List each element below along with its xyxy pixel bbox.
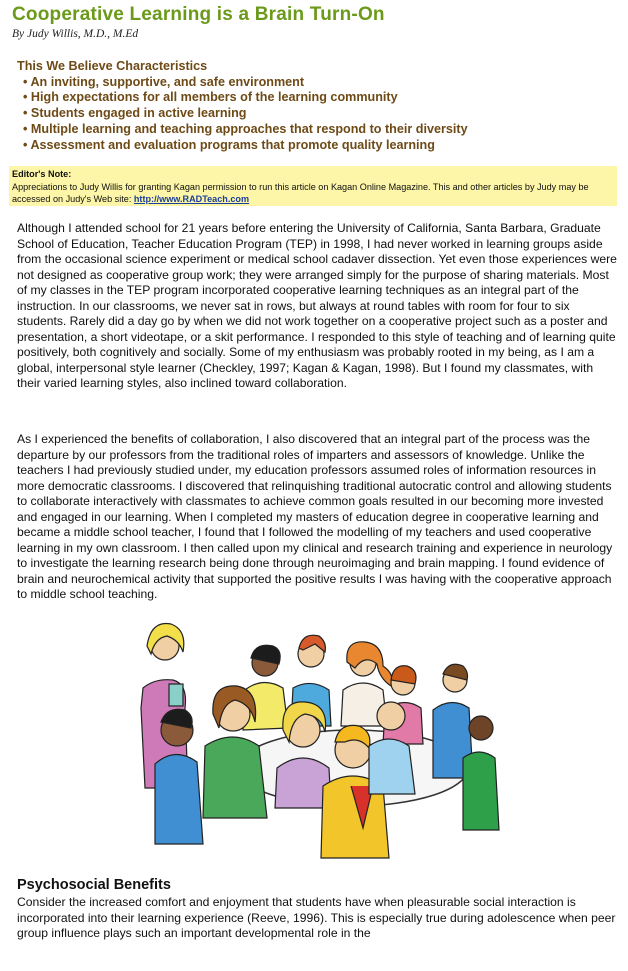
beliefs-list [17, 75, 468, 154]
body-paragraph-1: Although I attended school for 21 years before entering the University of California, Santa Barbara, Graduate School of Education, Teacher Education Program (TEP) in 1998, I had never worked in learning groups aside from the occasional science experiment or medical school cadaver dissection. Yet even those experiences were not designed as cooperative group work; they were arranged simply for the purpose of sharing materials. Most of my classes in the TEP program incorporated cooperative learning techniques as an integral part of the instruction. In our classrooms, we never sat in rows, but always at round tables with room for four to six students. Rarely did a day go by when we did not work together on a cooperative project such as a poster and presentation, a short videotape, or a skit performance. I responded to this style of teaching and of learning quite positively, both cognitively and socially. Some of my enthusiasm was probably rooted in my being, as I am a global, interpersonal style learner (Checkley, 1997; Kagan & Kagan, 1998). But I found my classmates, with their varied learning styles, also inclined toward collaboration. [17, 221, 617, 390]
section-heading: Psychosocial Benefits [17, 877, 171, 893]
beliefs-heading: This We Believe Characteristics [17, 59, 208, 73]
editor-note-heading: Editor's Note: [12, 169, 72, 179]
beliefs-item: • An inviting, supportive, and safe environment [23, 75, 468, 91]
cooperative-group-illustration [133, 618, 503, 863]
body-paragraph-3: Consider the increased comfort and enjoyment that students have when pleasurable social interaction is incorporated into their learning experience (Reeve, 1996). This is especially true during adolescence when peer group influence plays such an important developmental role in the [17, 895, 616, 940]
beliefs-item: • Multiple learning and teaching approaches that respond to their diversity [23, 122, 468, 138]
body-paragraph-2: As I experienced the benefits of collaboration, I also discovered that an integral part of the process was the departure by our professors from the traditional roles of imparters and assessors of knowledge. Unlike the teachers I had previously studied under, my education professors assumed roles of information resources in more democratic classrooms. I discovered that relinquishing traditional autocratic control and allowing students to collaborate interactively with classmates to achieve common goals resulted in our becoming more invested and engaged in our learning. When I completed my masters of education degree in cooperative learning and became a middle school teacher, I found that I followed the modelling of my teachers and used cooperative learning in my own classroom. I then called upon my clinical and research training and experience in neurology to investigate the learning research being done through neuroimaging and brain mapping. I found evidence of brain and neurochemical activity that supported the positive results I was having with the cooperative approach to middle school teaching. [17, 432, 613, 601]
article-title: Cooperative Learning is a Brain Turn-On [12, 4, 385, 25]
beliefs-box [17, 59, 468, 153]
editor-note [9, 166, 617, 206]
beliefs-item: • Assessment and evaluation programs that promote quality learning [23, 138, 468, 154]
author-byline: By Judy Willis, M.D., M.Ed [12, 28, 139, 40]
website-link[interactable]: http://www.RADTeach.com [133, 194, 250, 204]
beliefs-item: • Students engaged in active learning [23, 106, 468, 122]
beliefs-item: • High expectations for all members of the learning community [23, 90, 468, 106]
editor-note-text: Appreciations to Judy Willis for granting Kagan permission to run this article on Kagan Online Magazine. This and other articles by Judy may be accessed on Judy's Web site: [12, 181, 589, 204]
